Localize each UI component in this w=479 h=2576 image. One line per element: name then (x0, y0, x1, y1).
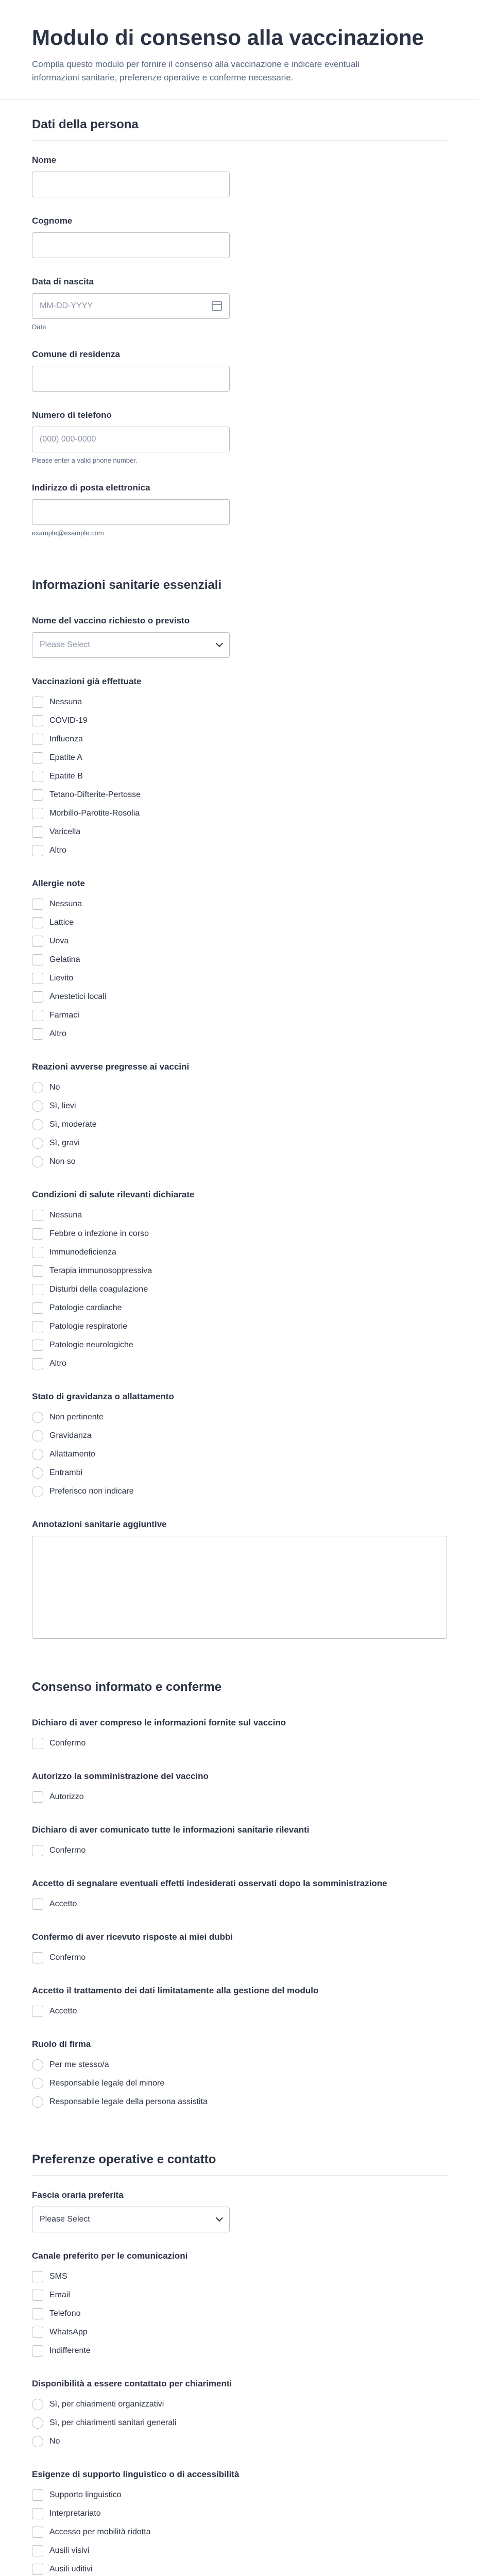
option-label: Patologie respiratorie (49, 1322, 128, 1331)
option-label: Per me stesso/a (49, 2060, 109, 2070)
checkbox-option[interactable] (32, 969, 447, 988)
checkbox-option[interactable] (32, 841, 447, 860)
option-label: Ausili uditivi (49, 2565, 93, 2574)
radio-button[interactable] (32, 1486, 43, 1497)
field-label: Dichiaro di aver compreso le informazioni fornite sul vaccino (32, 1718, 286, 1728)
option-label: Terapia immunosoppressiva (49, 1266, 152, 1276)
radio-option[interactable] (32, 1482, 447, 1501)
checkbox-option[interactable] (32, 932, 447, 951)
option-label: Morbillo-Parotite-Rosolia (49, 809, 140, 818)
time-slot-select[interactable] (32, 2207, 230, 2232)
field-allergie (32, 878, 447, 1043)
comune-input[interactable] (32, 366, 230, 392)
option-label: Sì, gravi (49, 1139, 80, 1148)
radio-button[interactable] (32, 2059, 43, 2071)
checkbox-option[interactable] (32, 693, 447, 711)
option-label: Altro (49, 846, 66, 855)
option-label: Autorizzo (49, 1792, 84, 1802)
radio-button[interactable] (32, 1430, 43, 1442)
field-disp (32, 2379, 447, 2451)
option-label: Uova (49, 937, 69, 946)
section-personal (0, 100, 479, 561)
checkbox[interactable] (32, 936, 43, 947)
field-label: Accetto di segnalare eventuali effetti indesiderati osservati dopo la somministrazione (32, 1878, 387, 1889)
birthdate-input[interactable] (32, 293, 230, 319)
checkbox[interactable] (32, 2508, 43, 2519)
chevron-down-icon (216, 640, 223, 647)
checkbox[interactable] (32, 2006, 43, 2017)
option-label: Confermo (49, 1739, 86, 1748)
field-fascia (32, 2190, 447, 2232)
select-value: Please Select (40, 640, 90, 650)
field-label: Canale preferito per le comunicazioni (32, 2251, 188, 2261)
option-label: Nessuna (49, 698, 82, 707)
checkbox[interactable] (32, 845, 43, 856)
checkbox-group (32, 2486, 447, 2576)
option-label: Gelatina (49, 955, 80, 964)
radio-group (32, 2056, 447, 2111)
field-label: Indirizzo di posta elettronica (32, 483, 150, 493)
section-title: Dati della persona (32, 117, 447, 141)
option-label: Patologie cardiache (49, 1303, 122, 1313)
option-label: Confermo (49, 1953, 86, 1962)
radio-button[interactable] (32, 1156, 43, 1167)
section-title: Preferenze operative e contatto (32, 2153, 447, 2176)
option-label: Interpretariato (49, 2509, 101, 2518)
form-title: Modulo di consenso alla vaccinazione (32, 25, 424, 49)
checkbox[interactable] (32, 1340, 43, 1351)
checkbox[interactable] (32, 973, 43, 984)
option-label: Responsabile legale del minore (49, 2079, 165, 2088)
radio-option[interactable] (32, 2093, 447, 2111)
radio-button[interactable] (32, 2417, 43, 2429)
radio-button[interactable] (32, 2436, 43, 2447)
option-label: No (49, 1083, 60, 1092)
option-label: Anestetici locali (49, 992, 107, 1002)
checkbox-option[interactable] (32, 1895, 447, 1913)
checkbox-option[interactable] (32, 951, 447, 969)
checkbox-option[interactable] (32, 711, 447, 730)
radio-option[interactable] (32, 2395, 447, 2414)
radio-button[interactable] (32, 1412, 43, 1423)
field-label: Allergie note (32, 878, 85, 889)
checkbox[interactable] (32, 826, 43, 838)
field-label: Comune di residenza (32, 349, 120, 360)
checkbox[interactable] (32, 1247, 43, 1258)
option-label: WhatsApp (49, 2328, 88, 2337)
option-label: Email (49, 2291, 71, 2300)
section-title: Consenso informato e conferme (32, 1680, 447, 1703)
checkbox-option[interactable] (32, 1280, 447, 1299)
checkbox-option[interactable] (32, 2504, 447, 2523)
option-label: COVID-19 (49, 716, 88, 725)
checkbox[interactable] (32, 2489, 43, 2501)
checkbox[interactable] (32, 2308, 43, 2319)
checkbox[interactable] (32, 954, 43, 965)
option-label: Epatite A (49, 753, 83, 762)
field-label: Accetto il trattamento dei dati limitatamente alla gestione del modulo (32, 1986, 319, 1996)
option-label: Lattice (49, 918, 74, 927)
option-label: Accetto (49, 2007, 77, 2016)
nome-input[interactable] (32, 172, 230, 197)
checkbox-option[interactable] (32, 1354, 447, 1373)
cognome-input[interactable] (32, 232, 230, 258)
radio-option[interactable] (32, 1153, 447, 1171)
option-label: Farmaci (49, 1011, 79, 1020)
radio-option[interactable] (32, 1408, 447, 1427)
checkbox[interactable] (32, 1358, 43, 1369)
checkbox-option[interactable] (32, 823, 447, 841)
option-label: Accetto (49, 1900, 77, 1909)
checkbox-option[interactable] (32, 2523, 447, 2541)
checkbox-option[interactable] (32, 1317, 447, 1336)
field-sublabel: Date (32, 323, 46, 331)
checkbox[interactable] (32, 2527, 43, 2538)
radio-option[interactable] (32, 2056, 447, 2074)
checkbox[interactable] (32, 1899, 43, 1910)
radio-option[interactable] (32, 1134, 447, 1153)
checkbox[interactable] (32, 1228, 43, 1240)
radio-option[interactable] (32, 1427, 447, 1445)
checkbox-option[interactable] (32, 2560, 447, 2576)
option-label: Ausili visivi (49, 2546, 90, 2555)
field-consent-4 (32, 1878, 447, 1913)
field-label: Nome del vaccino richiesto o previsto (32, 616, 190, 626)
field-label: Annotazioni sanitarie aggiuntive (32, 1519, 167, 1530)
checkbox-group (32, 693, 447, 860)
field-label: Confermo di aver ricevuto risposte ai miei dubbi (32, 1932, 233, 1942)
checkbox[interactable] (32, 697, 43, 708)
checkbox-option[interactable] (32, 913, 447, 932)
radio-group (32, 2395, 447, 2451)
field-consent-1 (32, 1718, 447, 1753)
checkbox[interactable] (32, 771, 43, 782)
checkbox[interactable] (32, 1791, 43, 1803)
checkbox[interactable] (32, 1321, 43, 1332)
vaccine-select[interactable] (32, 632, 230, 658)
checkbox[interactable] (32, 2564, 43, 2575)
checkbox[interactable] (32, 2345, 43, 2357)
checkbox-option[interactable] (32, 1206, 447, 1225)
checkbox-option[interactable] (32, 2002, 447, 2021)
checkbox-option[interactable] (32, 1262, 447, 1280)
field-vaccino (32, 616, 447, 658)
select-value: Please Select (40, 2215, 90, 2224)
phone-input[interactable] (32, 427, 230, 452)
checkbox-option[interactable] (32, 1225, 447, 1243)
section-consent (0, 1663, 479, 2135)
checkbox[interactable] (32, 1845, 43, 1856)
checkbox-group (32, 2267, 447, 2360)
checkbox-option[interactable] (32, 1788, 447, 1806)
checkbox-option[interactable] (32, 2286, 447, 2304)
radio-button[interactable] (32, 1100, 43, 1112)
option-label: Sì, per chiarimenti organizzativi (49, 2400, 164, 2409)
field-annotazioni (32, 1519, 447, 1639)
option-label: Entrambi (49, 1468, 83, 1478)
checkbox-option[interactable] (32, 895, 447, 913)
field-nascita (32, 277, 447, 331)
option-label: Patologie neurologiche (49, 1341, 133, 1350)
option-label: Lievito (49, 974, 74, 983)
field-label: Cognome (32, 216, 73, 226)
radio-option[interactable] (32, 2432, 447, 2451)
checkbox-option[interactable] (32, 2486, 447, 2504)
checkbox[interactable] (32, 1265, 43, 1277)
form-description: Compila questo modulo per fornire il consenso alla vaccinazione e indicare eventuali informazioni sanitarie, preferenze operative e conferme necessarie. (32, 59, 360, 82)
checkbox-option[interactable] (32, 2267, 447, 2286)
checkbox-option[interactable] (32, 1841, 447, 1860)
checkbox[interactable] (32, 808, 43, 819)
option-label: Responsabile legale della persona assistita (49, 2097, 208, 2107)
option-label: Epatite B (49, 772, 83, 781)
checkbox[interactable] (32, 1302, 43, 1314)
radio-button[interactable] (32, 1449, 43, 1460)
radio-option[interactable] (32, 1097, 447, 1115)
field-consent-2 (32, 1771, 447, 1806)
option-label: Preferisco non indicare (49, 1487, 134, 1496)
radio-option[interactable] (32, 1464, 447, 1482)
checkbox[interactable] (32, 2290, 43, 2301)
checkbox[interactable] (32, 2327, 43, 2338)
field-label: Vaccinazioni già effettuate (32, 676, 142, 687)
checkbox-option[interactable] (32, 1025, 447, 1043)
radio-button[interactable] (32, 1082, 43, 1093)
option-label: Disturbi della coagulazione (49, 1285, 148, 1294)
checkbox-option[interactable] (32, 2342, 447, 2360)
checkbox[interactable] (32, 1952, 43, 1963)
email-input[interactable] (32, 499, 230, 525)
option-label: Tetano-Difterite-Pertosse (49, 790, 141, 800)
annotazioni-textarea[interactable] (32, 1536, 447, 1639)
checkbox[interactable] (32, 1284, 43, 1295)
field-comune (32, 349, 447, 392)
field-label: Ruolo di firma (32, 2039, 91, 2049)
option-label: Gravidanza (49, 1431, 92, 1440)
field-email (32, 483, 447, 537)
chevron-down-icon (216, 2214, 223, 2222)
option-label: Confermo (49, 1846, 86, 1855)
radio-button[interactable] (32, 1467, 43, 1479)
option-label: Indifferente (49, 2346, 91, 2355)
field-ruolo (32, 2039, 447, 2111)
field-cognome (32, 216, 447, 258)
radio-option[interactable] (32, 2074, 447, 2093)
checkbox-option[interactable] (32, 2323, 447, 2342)
option-label: Supporto linguistico (49, 2490, 122, 2500)
field-label: Data di nascita (32, 277, 94, 287)
field-label: Dichiaro di aver comunicato tutte le informazioni sanitarie rilevanti (32, 1825, 310, 1835)
section-prefs (0, 2135, 479, 2576)
checkbox[interactable] (32, 789, 43, 801)
field-label: Numero di telefono (32, 410, 112, 420)
checkbox-option[interactable] (32, 749, 447, 767)
checkbox-option[interactable] (32, 804, 447, 823)
calendar-icon[interactable] (212, 301, 222, 311)
field-label: Reazioni avverse pregresse ai vaccini (32, 1062, 190, 1072)
radio-option[interactable] (32, 1445, 447, 1464)
field-label: Fascia oraria preferita (32, 2190, 124, 2200)
field-label: Stato di gravidanza o allattamento (32, 1392, 174, 1402)
checkbox-option[interactable] (32, 1006, 447, 1025)
option-label: Nessuna (49, 900, 82, 909)
checkbox-option[interactable] (32, 1299, 447, 1317)
section-title: Informazioni sanitarie essenziali (32, 578, 447, 601)
radio-group (32, 1408, 447, 1501)
radio-button[interactable] (32, 2096, 43, 2108)
option-label: Non pertinente (49, 1413, 104, 1422)
field-vacc-effettuate (32, 676, 447, 860)
field-label: Esigenze di supporto linguistico o di accessibilità (32, 2469, 239, 2480)
option-label: Febbre o infezione in corso (49, 1229, 149, 1239)
radio-group (32, 1078, 447, 1171)
checkbox[interactable] (32, 1210, 43, 1221)
option-label: Non so (49, 1157, 76, 1166)
option-label: No (49, 2437, 60, 2446)
field-label: Disponibilità a essere contattato per chiarimenti (32, 2379, 232, 2389)
radio-button[interactable] (32, 1138, 43, 1149)
checkbox[interactable] (32, 1738, 43, 1749)
checkbox-option[interactable] (32, 2541, 447, 2560)
option-label: Sì, lievi (49, 1101, 76, 1111)
field-condizioni (32, 1190, 447, 1373)
checkbox[interactable] (32, 715, 43, 726)
field-consent-3 (32, 1825, 447, 1860)
checkbox[interactable] (32, 991, 43, 1003)
checkbox[interactable] (32, 2271, 43, 2282)
checkbox-option[interactable] (32, 2304, 447, 2323)
field-telefono (32, 410, 447, 464)
birthdate-placeholder: MM-DD-YYYY (40, 301, 93, 311)
option-label: Altro (49, 1359, 66, 1368)
field-nome (32, 155, 447, 197)
radio-option[interactable] (32, 2414, 447, 2432)
field-sublabel: example@example.com (32, 529, 104, 537)
checkbox-option[interactable] (32, 730, 447, 749)
checkbox-option[interactable] (32, 1734, 447, 1753)
radio-button[interactable] (32, 2078, 43, 2089)
checkbox-option[interactable] (32, 988, 447, 1006)
option-label: Telefono (49, 2309, 81, 2318)
option-label: Immunodeficienza (49, 1248, 116, 1257)
checkbox[interactable] (32, 917, 43, 928)
field-label: Condizioni di salute rilevanti dichiarate (32, 1190, 195, 1200)
checkbox-option[interactable] (32, 767, 447, 786)
form-header (0, 0, 479, 100)
checkbox-group (32, 1206, 447, 1373)
checkbox-group (32, 895, 447, 1043)
radio-option[interactable] (32, 1078, 447, 1097)
checkbox-option[interactable] (32, 786, 447, 804)
radio-option[interactable] (32, 1115, 447, 1134)
option-label: Altro (49, 1029, 66, 1039)
field-gravidanza (32, 1392, 447, 1501)
field-canale (32, 2251, 447, 2360)
radio-button[interactable] (32, 1119, 43, 1130)
option-label: Varicella (49, 827, 81, 837)
checkbox-option[interactable] (32, 1948, 447, 1967)
option-label: Nessuna (49, 1211, 82, 1220)
checkbox[interactable] (32, 734, 43, 745)
field-reazioni (32, 1062, 447, 1171)
radio-button[interactable] (32, 2399, 43, 2410)
checkbox[interactable] (32, 899, 43, 910)
checkbox-option[interactable] (32, 1243, 447, 1262)
field-label: Autorizzo la somministrazione del vaccino (32, 1771, 209, 1782)
field-sublabel: Please enter a valid phone number. (32, 456, 138, 465)
option-label: Allattamento (49, 1450, 95, 1459)
checkbox[interactable] (32, 1028, 43, 1040)
field-consent-5 (32, 1932, 447, 1967)
option-label: Sì, moderate (49, 1120, 97, 1129)
field-consent-6 (32, 1986, 447, 2021)
option-label: Sì, per chiarimenti sanitari generali (49, 2418, 177, 2428)
checkbox[interactable] (32, 2545, 43, 2556)
section-health (0, 561, 479, 1663)
checkbox[interactable] (32, 752, 43, 764)
field-supporto (32, 2469, 447, 2576)
option-label: Accesso per mobilità ridotta (49, 2528, 151, 2537)
option-label: SMS (49, 2272, 67, 2281)
option-label: Influenza (49, 735, 83, 744)
checkbox[interactable] (32, 1010, 43, 1021)
checkbox-option[interactable] (32, 1336, 447, 1354)
phone-placeholder: (000) 000-0000 (40, 435, 96, 444)
field-label: Nome (32, 155, 57, 165)
